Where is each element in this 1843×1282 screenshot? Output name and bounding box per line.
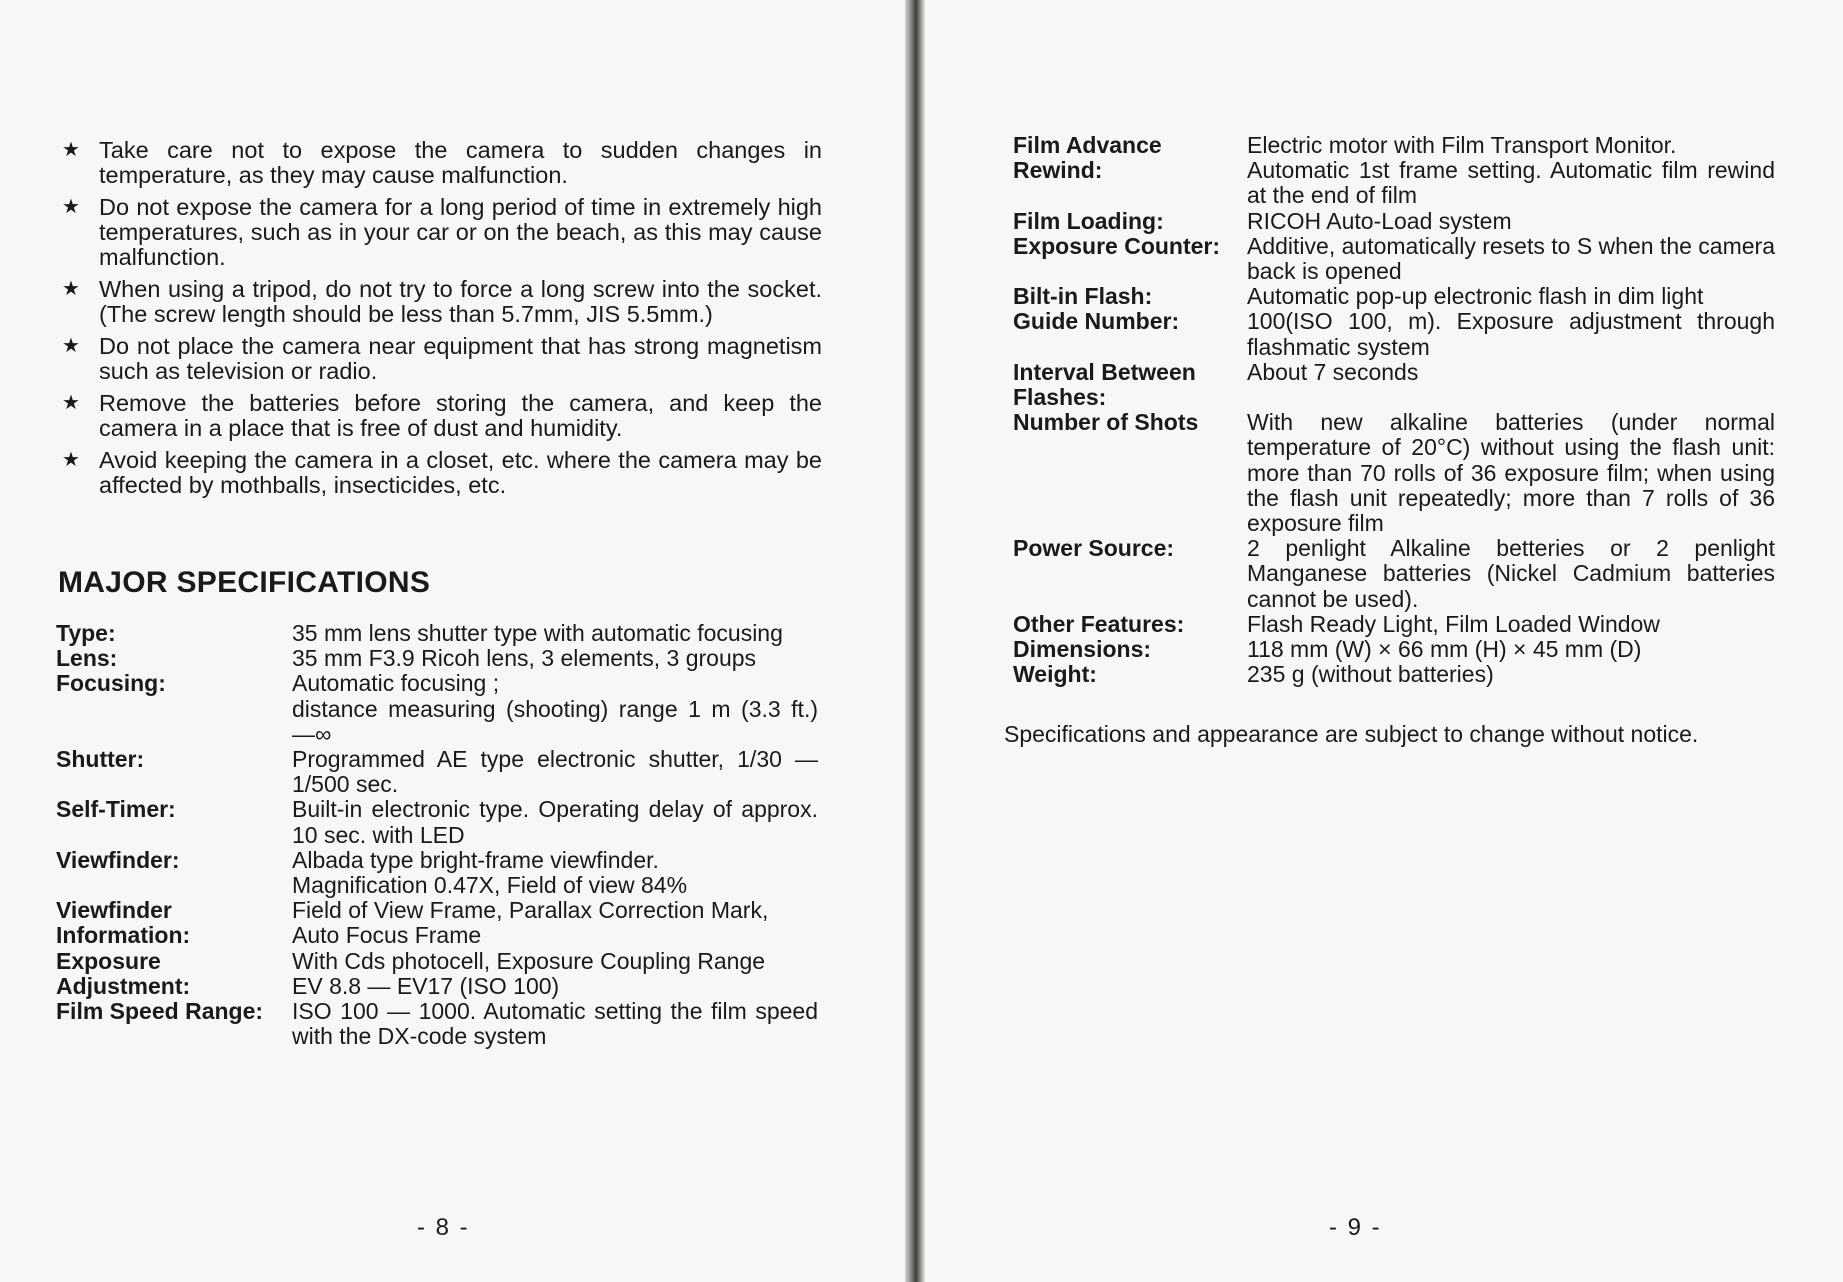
spec-value-line: Electric motor with Film Transport Monitor.: [1247, 132, 1677, 158]
spec-label: Viewfinder:: [56, 846, 180, 873]
spec-label: Lens:: [56, 645, 118, 672]
star-bullet-icon: ★: [62, 278, 80, 300]
spec-label: Flashes:: [1013, 384, 1107, 411]
table-row: [1013, 234, 1775, 284]
spec-value-line: Automatic focusing ;: [292, 670, 500, 697]
spec-value: [1247, 133, 1775, 158]
spec-value-line: Additive, automatically resets to S when the camera back is opened: [1247, 232, 1775, 285]
spec-label: Number of Shots: [1013, 409, 1199, 436]
page-number: - 8 -: [417, 1214, 470, 1241]
spec-value-line: 100(ISO 100, m). Exposure adjustment through flashmatic system: [1247, 308, 1775, 360]
spec-label: Film Advance: [1013, 132, 1162, 158]
list-item: [62, 277, 822, 327]
list-item: [62, 391, 822, 441]
spec-value-line: Automatic 1st frame setting. Automatic film rewind at the end of film: [1247, 157, 1775, 209]
spec-value-line: Flash Ready Light, Film Loaded Window: [1247, 610, 1660, 637]
spec-value-line: 118 mm (W) × 66 mm (H) × 45 mm (D): [1247, 636, 1642, 663]
spec-value-line: 35 mm lens shutter type with automatic focusing: [292, 620, 783, 646]
spec-value-line: With new alkaline batteries (under normal temperature of 20°C) without using the flash unit: more than 70 rolls of 36 exposure film; when using the flash unit repeatedly; more than 7 rolls of 36 exposure film: [1247, 409, 1775, 537]
table-row: [56, 747, 818, 797]
spec-label: Dimensions:: [1013, 636, 1152, 663]
table-row: [1013, 612, 1775, 637]
table-row: [1013, 637, 1775, 662]
spec-value-line: Programmed AE type electronic shutter, 1/30 — 1/500 sec.: [292, 746, 818, 798]
precaution-text: When using a tripod, do not try to force a long screw into the socket. (The screw length should be less than 5.7mm, JIS 5.5mm.): [99, 276, 822, 327]
star-bullet-icon: ★: [62, 139, 80, 161]
spec-value: [1247, 637, 1775, 662]
table-row: [1013, 209, 1775, 234]
table-row: [1013, 662, 1775, 687]
spec-label: Exposure: [56, 947, 161, 974]
precaution-text: Avoid keeping the camera in a closet, etc. where the camera may be affected by mothballs, insecticides, etc.: [99, 447, 822, 498]
list-item: [62, 448, 822, 498]
star-bullet-icon: ★: [62, 335, 80, 357]
star-bullet-icon: ★: [62, 449, 80, 471]
table-row: [1013, 158, 1775, 208]
table-row: [1013, 536, 1775, 612]
table-row: [56, 671, 818, 747]
spec-value: [292, 923, 818, 948]
spec-value: [1247, 662, 1775, 687]
table-row: [56, 646, 818, 671]
spec-value: [292, 621, 818, 646]
list-item: [62, 195, 822, 270]
spec-value: [1247, 234, 1775, 284]
spec-value: [1247, 158, 1775, 208]
table-row: [56, 621, 818, 646]
left-page: [0, 0, 905, 1282]
spec-value: [1247, 284, 1775, 309]
spec-value: [292, 671, 818, 747]
star-bullet-icon: ★: [62, 392, 80, 414]
table-row: [1013, 284, 1775, 309]
spec-value-line: Auto Focus Frame: [292, 922, 482, 949]
star-bullet-icon: ★: [62, 196, 80, 218]
spec-value-line: With Cds photocell, Exposure Coupling Range: [292, 947, 766, 974]
precaution-text: Do not expose the camera for a long period of time in extremely high temperatures, such as in your car or on the beach, as this may cause malfunction.: [99, 194, 822, 270]
spec-label: Shutter:: [56, 746, 145, 773]
spec-table-right: [1013, 133, 1775, 687]
table-row: [56, 999, 818, 1049]
list-item: [62, 334, 822, 384]
table-row: [1013, 385, 1775, 410]
table-row: [56, 974, 818, 999]
spec-value-line: distance measuring (shooting) range 1 m (3.3 ft.) —∞: [292, 695, 818, 747]
spec-value-line: 2 penlight Alkaline betteries or 2 penlight Manganese batteries (Nickel Cadmium batteries cannot be used).: [1247, 535, 1775, 612]
spec-label: Weight:: [1013, 661, 1097, 688]
section-title: MAJOR SPECIFICATIONS: [58, 566, 431, 599]
page-number: - 9 -: [1329, 1214, 1382, 1241]
spec-label: Adjustment:: [56, 972, 191, 999]
table-row: [56, 923, 818, 948]
spec-value-line: RICOH Auto-Load system: [1247, 207, 1512, 234]
spec-label: Focusing:: [56, 670, 166, 697]
spec-value: [292, 898, 818, 923]
precaution-text: Take care not to expose the camera to sudden changes in temperature, as they may cause malfunction.: [99, 137, 822, 188]
spec-value: [292, 999, 818, 1049]
spec-value-line: About 7 seconds: [1247, 358, 1419, 385]
spec-value-line: Automatic pop-up electronic flash in dim light: [1247, 283, 1704, 310]
spec-value: [1247, 209, 1775, 234]
spec-label: Other Features:: [1013, 610, 1185, 637]
precaution-text: Do not place the camera near equipment that has strong magnetism such as television or radio.: [99, 333, 822, 384]
table-row: [56, 898, 818, 923]
spec-value: [292, 646, 818, 671]
spec-label: Information:: [56, 922, 191, 949]
list-item: [62, 138, 822, 188]
spec-value: [1247, 360, 1775, 385]
table-row: [1013, 133, 1775, 158]
spec-label: Self-Timer:: [56, 796, 176, 823]
spec-label: Bilt-in Flash:: [1013, 283, 1153, 310]
spec-value-line: 235 g (without batteries): [1247, 661, 1494, 688]
spec-value-line: Built-in electronic type. Operating delay of approx. 10 sec. with LED: [292, 796, 818, 848]
spec-value: [292, 797, 818, 847]
spec-value-line: Field of View Frame, Parallax Correction Mark,: [292, 897, 769, 924]
precaution-text: Remove the batteries before storing the camera, and keep the camera in a place that is free of dust and humidity.: [99, 390, 822, 441]
spec-value: [292, 949, 818, 974]
precautions-list: [62, 138, 822, 505]
spec-label: Interval Between: [1013, 358, 1196, 385]
table-row: [56, 848, 818, 898]
table-row: [56, 797, 818, 847]
book-spine: [905, 0, 925, 1282]
spec-label: Film Loading:: [1013, 207, 1164, 234]
spec-value: [1247, 385, 1775, 410]
table-row: [1013, 410, 1775, 536]
spec-label: Exposure Counter:: [1013, 232, 1221, 259]
table-row: [56, 949, 818, 974]
spec-table-left: [56, 621, 818, 1049]
spec-value: [292, 974, 818, 999]
spec-value: [1247, 612, 1775, 637]
spec-label: Type:: [56, 620, 116, 646]
table-row: [1013, 309, 1775, 359]
spec-label: Film Speed Range:: [56, 998, 264, 1025]
spec-value-line: Magnification 0.47X, Field of view 84%: [292, 872, 688, 899]
spec-value-line: EV 8.8 — EV17 (ISO 100): [292, 972, 560, 999]
spec-label: Guide Number:: [1013, 308, 1180, 335]
spec-value: [1247, 536, 1775, 612]
spec-label: Rewind:: [1013, 157, 1103, 184]
spec-value-line: Albada type bright-frame viewfinder.: [292, 846, 659, 873]
table-row: [1013, 360, 1775, 385]
spec-label: Power Source:: [1013, 535, 1175, 562]
spec-value: [1247, 309, 1775, 359]
spec-value: [292, 747, 818, 797]
specifications-notice: Specifications and appearance are subject to change without notice.: [1004, 721, 1699, 747]
spec-value-line: 35 mm F3.9 Ricoh lens, 3 elements, 3 groups: [292, 645, 757, 672]
spec-label: Viewfinder: [56, 897, 172, 924]
spec-value: [292, 848, 818, 898]
spec-value-line: ISO 100 — 1000. Automatic setting the film speed with the DX-code system: [292, 998, 818, 1050]
spec-value: [1247, 410, 1775, 536]
